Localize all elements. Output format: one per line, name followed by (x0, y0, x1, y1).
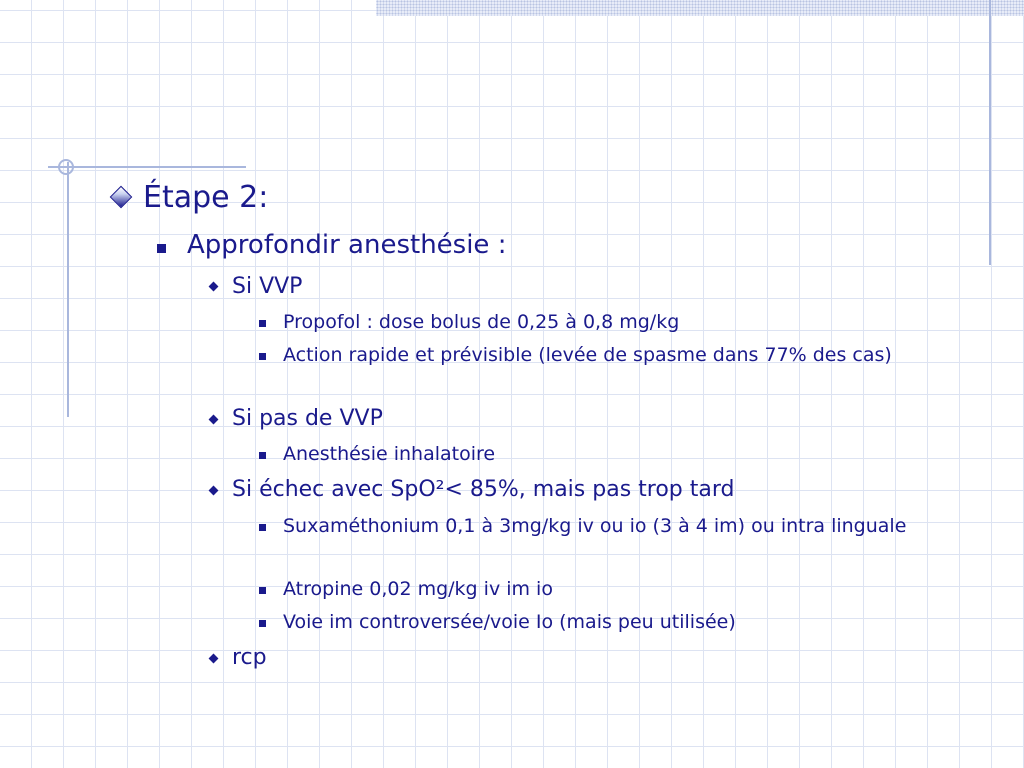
list-item-voie-im: Voie im controversée/voie Io (mais peu utilisée) (283, 611, 736, 633)
small-square-bullet-icon (259, 620, 266, 627)
small-diamond-bullet-icon (209, 282, 219, 292)
small-diamond-bullet-icon (209, 654, 219, 664)
section-label-rcp: rcp (232, 645, 267, 670)
section-label-si-pas-de-vvp: Si pas de VVP (232, 406, 383, 431)
small-diamond-bullet-icon (209, 486, 219, 496)
list-item-atropine: Atropine 0,02 mg/kg iv im io (283, 578, 553, 600)
section-label-si-vvp: Si VVP (232, 274, 303, 299)
diamond-bullet-icon (110, 186, 133, 209)
small-square-bullet-icon (259, 353, 266, 360)
slide-subtitle: Approfondir anesthésie : (187, 230, 507, 260)
small-square-bullet-icon (259, 320, 266, 327)
square-bullet-icon (157, 244, 166, 253)
small-diamond-bullet-icon (209, 415, 219, 425)
list-item-propofol: Propofol : dose bolus de 0,25 à 0,8 mg/kg (283, 311, 680, 333)
list-item-anesthesie-inhalatoire: Anesthésie inhalatoire (283, 443, 496, 465)
list-item-suxamethonium: Suxaméthonium 0,1 à 3mg/kg iv ou io (3 à 4 im) ou intra linguale (283, 515, 907, 537)
section-label-si-echec: Si échec avec SpO²< 85%, mais pas trop tard (232, 477, 735, 502)
small-square-bullet-icon (259, 587, 266, 594)
small-square-bullet-icon (259, 452, 266, 459)
small-square-bullet-icon (259, 524, 266, 531)
list-item-action-rapide: Action rapide et prévisible (levée de spasme dans 77% des cas) (283, 344, 892, 366)
slide-title: Étape 2: (143, 180, 269, 215)
